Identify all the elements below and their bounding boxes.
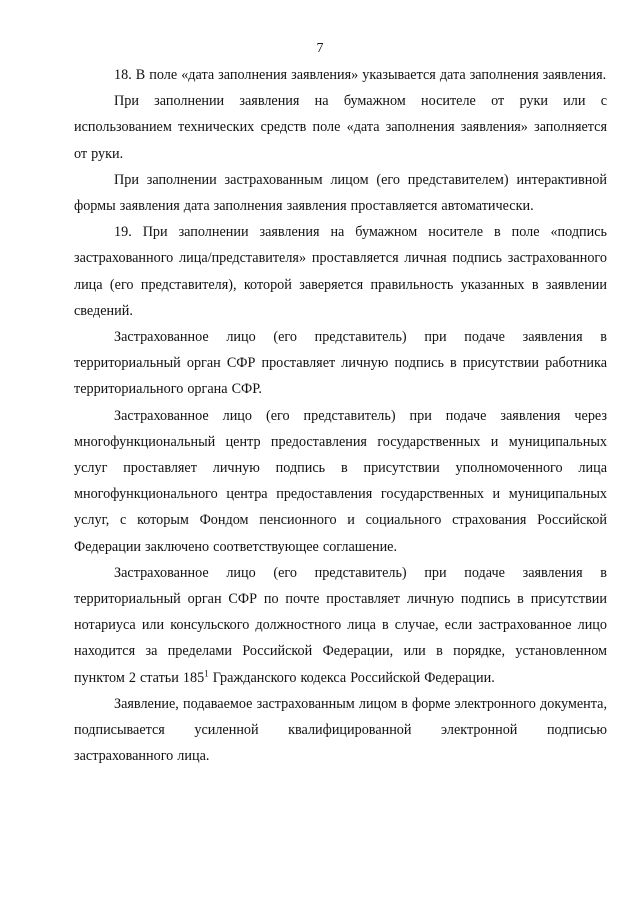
paragraph-paper-date: При заполнении заявления на бумажном носителе от руки или с использованием технических средств поле «дата заполнения заявления» заполняется от руки. xyxy=(74,93,607,162)
paragraph-item-19-signature: 19. При заполнении заявления на бумажном носителе в поле «подпись застрахованного лица/представителя» проставляется личная подпись застрахованного лица (его представителя), которой заверяется правильность указанных в заявлении сведений. xyxy=(74,224,607,319)
paragraph-postal xyxy=(74,560,607,691)
document-body xyxy=(74,62,607,769)
paragraph-item-18-date: 18. В поле «дата заполнения заявления» указывается дата заполнения заявления. xyxy=(114,67,607,83)
paragraph-postal-tail: Гражданского кодекса Российской Федерации. xyxy=(208,669,495,686)
paragraph-territorial-office: Застрахованное лицо (его представитель) при подаче заявления в территориальный орган СФР проставляет личную подпись в присутствии работника территориального органа СФР. xyxy=(74,329,607,398)
paragraph-interactive-date: При заполнении застрахованным лицом (его представителем) интерактивной формы заявления дата заполнения заявления проставляется автоматически. xyxy=(74,171,607,215)
article-superscript: 1 xyxy=(204,667,209,678)
paragraph-postal-text: Застрахованное лицо (его представитель) при подаче заявления в территориальный орган СФР по почте проставляет личную подпись в присутствии нотариуса или консульского должностного лица в случае, если застрахованное лицо находится за пределами Российской Федерации, или в порядке, установленном пунктом 2 статьи 185 xyxy=(74,564,607,686)
paragraph-mfc: Застрахованное лицо (его представитель) при подаче заявления через многофункциональный центр предоставления государственных и муниципальных услуг проставляет личную подпись в присутствии уполномоченного лица многофункционального центра предоставления государственных и муниципальных услуг, с которым Фондом пенсионного и социального страхования Российской Федерации заключено соответствующее соглашение. xyxy=(74,407,607,555)
paragraph-electronic: Заявление, подаваемое застрахованным лицом в форме электронного документа, подписывается усиленной квалифицированной электронной подписью застрахованного лица. xyxy=(74,695,607,765)
page-number: 7 xyxy=(316,41,324,56)
